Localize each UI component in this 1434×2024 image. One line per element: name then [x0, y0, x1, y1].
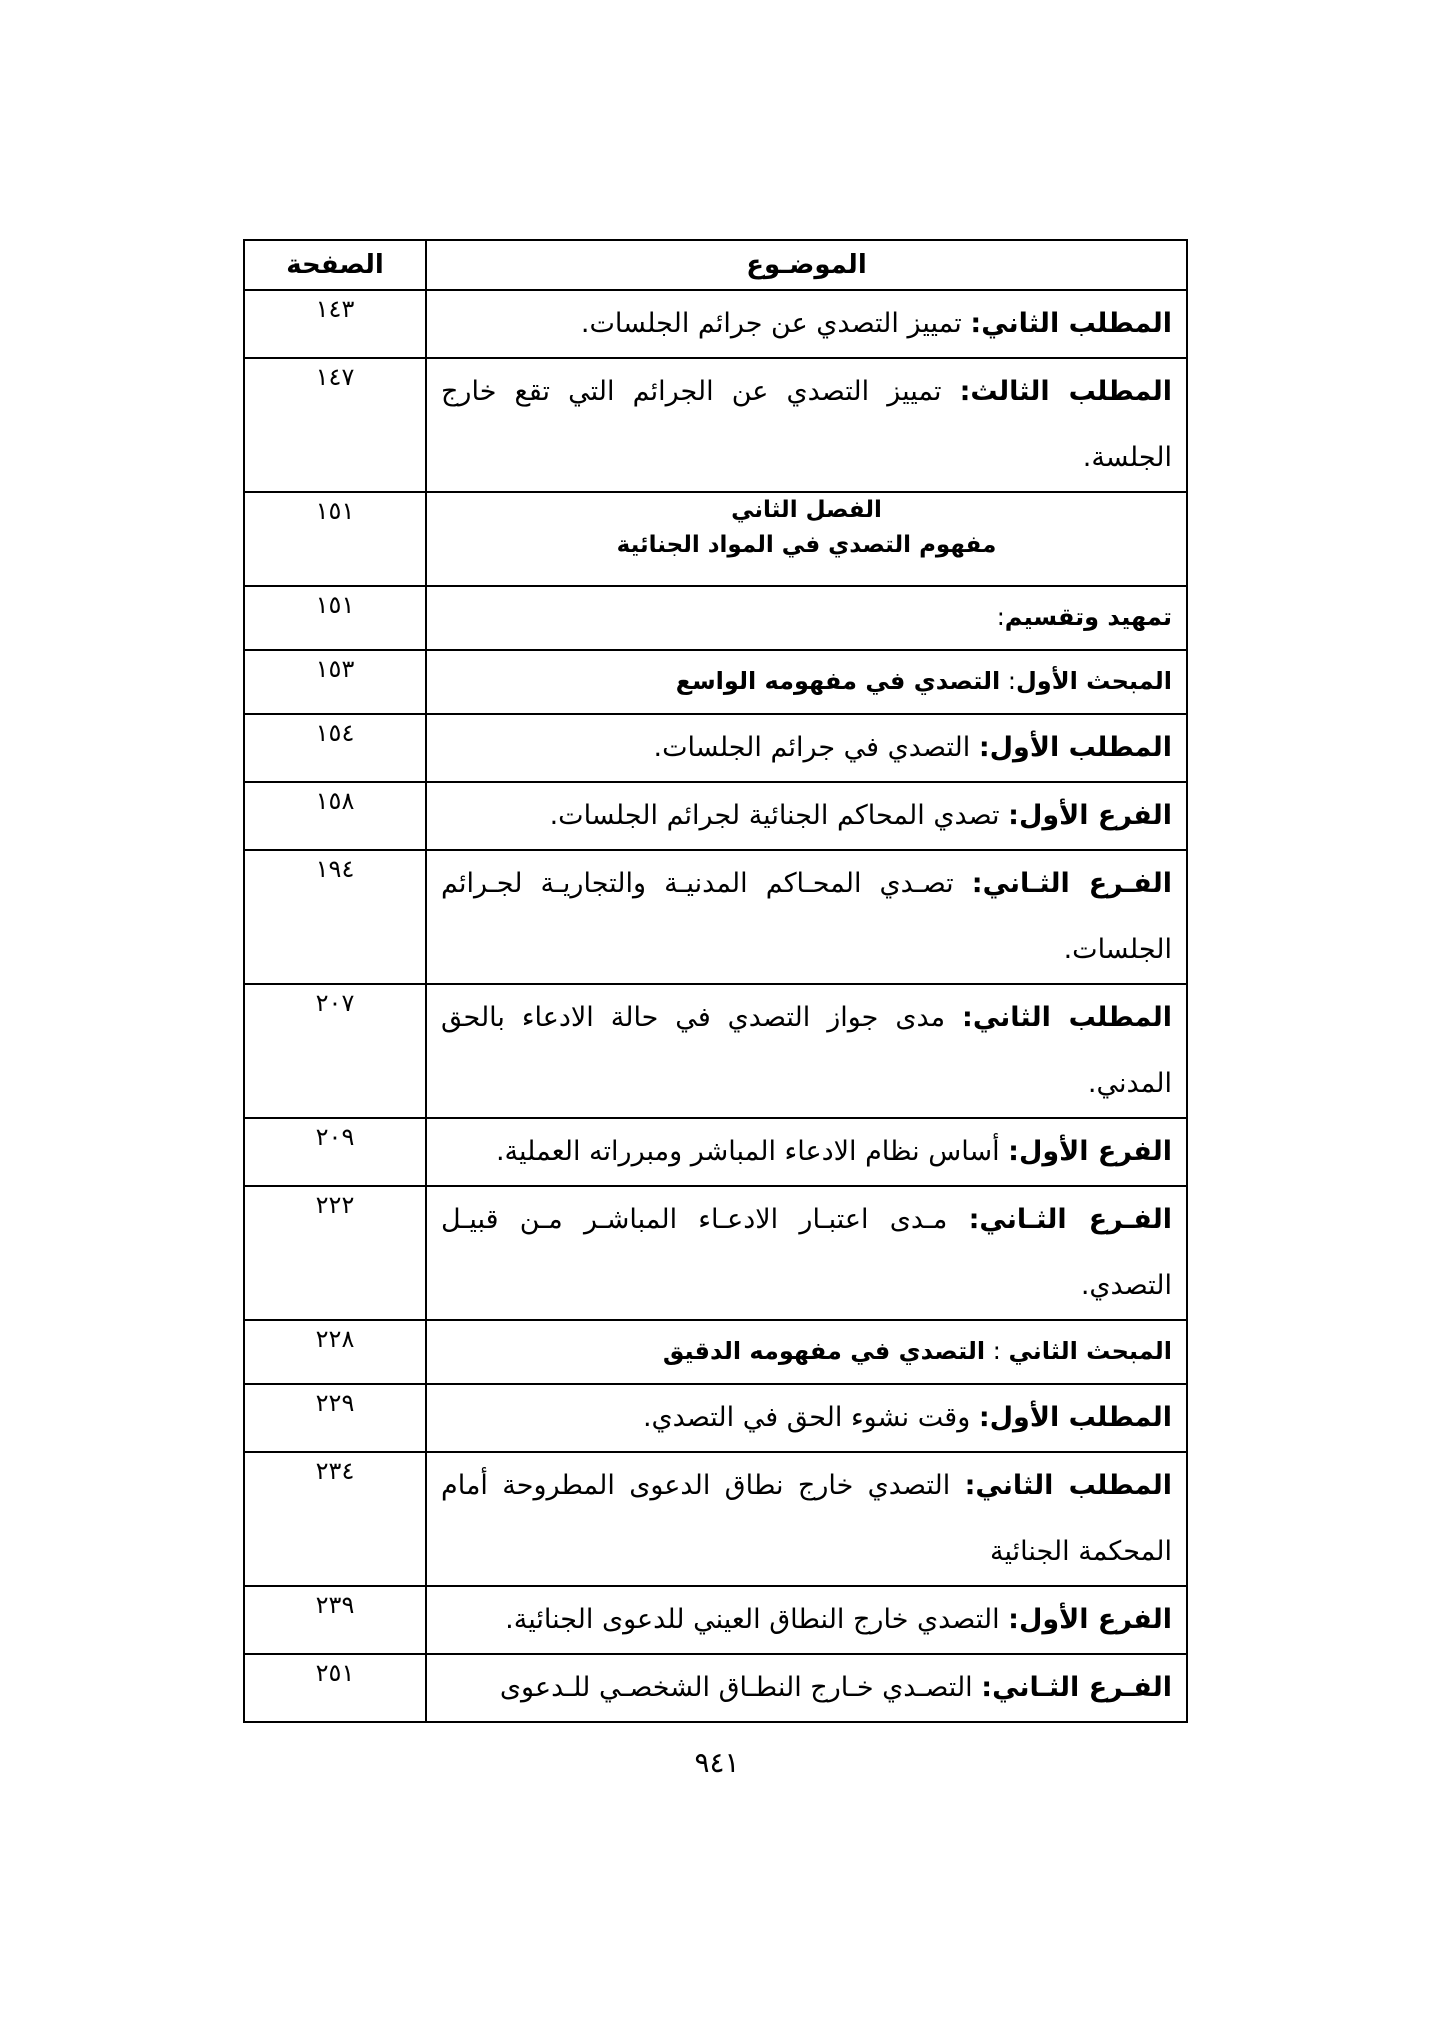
- table-of-contents: [243, 239, 1188, 1723]
- chapter-subtitle: مفهوم التصدي في المواد الجنائية: [616, 532, 997, 558]
- page-cell: ١٤٧: [244, 358, 426, 492]
- page-cell: ٢٣٤: [244, 1452, 426, 1586]
- row-separator: :: [996, 603, 1005, 631]
- row-text: تصدي المحاكم الجنائية لجرائم الجلسات.: [549, 800, 1009, 831]
- row-heading: الفـرع الثـاني:: [968, 1204, 1172, 1235]
- table-row: [244, 290, 1187, 358]
- table-row: [244, 650, 1187, 714]
- table-row: [244, 1118, 1187, 1186]
- table-row: [244, 782, 1187, 850]
- subject-cell: [426, 1186, 1187, 1320]
- page-cell: ٢٢٨: [244, 1320, 426, 1384]
- page-cell: ١٥٨: [244, 782, 426, 850]
- page-cell: ٢٥١: [244, 1654, 426, 1722]
- row-heading: المطلب الثاني:: [970, 308, 1172, 339]
- row-text: التصدي في مفهومه الواسع: [675, 667, 1001, 695]
- subject-column-header: الموضـوع: [426, 240, 1187, 290]
- page-cell: ١٤٣: [244, 290, 426, 358]
- page-column-header: الصفحة: [244, 240, 426, 290]
- table-row: [244, 492, 1187, 586]
- row-text: التصدي خارج النطاق العيني للدعوى الجنائية.: [505, 1604, 1009, 1635]
- table-row: [244, 1320, 1187, 1384]
- table-row: [244, 984, 1187, 1118]
- table-row: [244, 850, 1187, 984]
- table-row: [244, 586, 1187, 650]
- table-header-row: [244, 240, 1187, 290]
- row-heading: المطلب الثاني:: [962, 1002, 1172, 1033]
- row-text: تمييز التصدي عن الجرائم التي تقع خارج الجلسة.: [441, 376, 1172, 473]
- row-text: تصـدي المحـاكم المدنيـة والتجاريـة لجـرائم الجلسات.: [441, 868, 1172, 965]
- subject-cell: [426, 1118, 1187, 1186]
- page-cell: ١٥١: [244, 586, 426, 650]
- page-cell: ٢٢٩: [244, 1384, 426, 1452]
- row-separator: :: [1000, 667, 1016, 695]
- subject-cell: [426, 1452, 1187, 1586]
- page-cell: ٢٠٩: [244, 1118, 426, 1186]
- page-cell: ١٥١: [244, 492, 426, 586]
- subject-cell: [426, 1384, 1187, 1452]
- row-heading: تمهيد وتقسيم: [1004, 603, 1172, 631]
- row-heading: المطلب الثالث:: [959, 376, 1172, 407]
- page-cell: ٢٢٢: [244, 1186, 426, 1320]
- subject-cell: [426, 358, 1187, 492]
- row-text: مدى جواز التصدي في حالة الادعاء بالحق المدني.: [441, 1002, 1172, 1099]
- subject-cell: [426, 984, 1187, 1118]
- table-row: [244, 1186, 1187, 1320]
- table-row: [244, 1586, 1187, 1654]
- subject-cell: [426, 290, 1187, 358]
- row-separator: :: [985, 1337, 1009, 1365]
- row-text: تمييز التصدي عن جرائم الجلسات.: [580, 308, 971, 339]
- section-cell: [426, 586, 1187, 650]
- subject-cell: [426, 1654, 1187, 1722]
- section-cell: [426, 1320, 1187, 1384]
- row-heading: الفرع الأول:: [1008, 1604, 1172, 1635]
- table-row: [244, 1654, 1187, 1722]
- row-text: التصدي في جرائم الجلسات.: [653, 732, 979, 763]
- row-text: مـدى اعتبـار الادعـاء المباشـر مـن قبيـل التصدي.: [441, 1204, 1172, 1301]
- subject-cell: [426, 782, 1187, 850]
- section-cell: [426, 650, 1187, 714]
- table-row: [244, 358, 1187, 492]
- row-heading: الفرع الأول:: [1008, 1136, 1172, 1167]
- subject-cell: [426, 714, 1187, 782]
- table-row: [244, 714, 1187, 782]
- row-text: التصـدي خـارج النطـاق الشخصـي للـدعوى: [499, 1672, 982, 1703]
- chapter-cell: [426, 492, 1187, 586]
- page-number: ٩٤١: [694, 1746, 740, 1779]
- chapter-title: الفصل الثاني: [731, 497, 882, 523]
- row-heading: المبحث الأول: [1015, 667, 1172, 695]
- page-cell: ٢٣٩: [244, 1586, 426, 1654]
- subject-cell: [426, 1586, 1187, 1654]
- page-cell: ١٥٤: [244, 714, 426, 782]
- row-text: التصدي خارج نطاق الدعوى المطروحة أمام المحكمة الجنائية: [441, 1470, 1172, 1567]
- page-cell: ١٥٣: [244, 650, 426, 714]
- subject-cell: [426, 850, 1187, 984]
- table-row: [244, 1384, 1187, 1452]
- page-cell: ١٩٤: [244, 850, 426, 984]
- row-text: أساس نظام الادعاء المباشر ومبرراته العملية.: [495, 1136, 1009, 1167]
- table-row: [244, 1452, 1187, 1586]
- row-heading: الفـرع الثـاني:: [971, 868, 1172, 899]
- row-text: وقت نشوء الحق في التصدي.: [642, 1402, 979, 1433]
- row-heading: المطلب الأول:: [978, 1402, 1172, 1433]
- row-heading: المطلب الثاني:: [964, 1470, 1172, 1501]
- row-text: التصدي في مفهومه الدقيق: [662, 1337, 986, 1365]
- row-heading: الفـرع الثـاني:: [981, 1672, 1172, 1703]
- row-heading: المبحث الثاني: [1008, 1337, 1172, 1365]
- row-heading: المطلب الأول:: [978, 732, 1172, 763]
- row-heading: الفرع الأول:: [1008, 800, 1172, 831]
- page-cell: ٢٠٧: [244, 984, 426, 1118]
